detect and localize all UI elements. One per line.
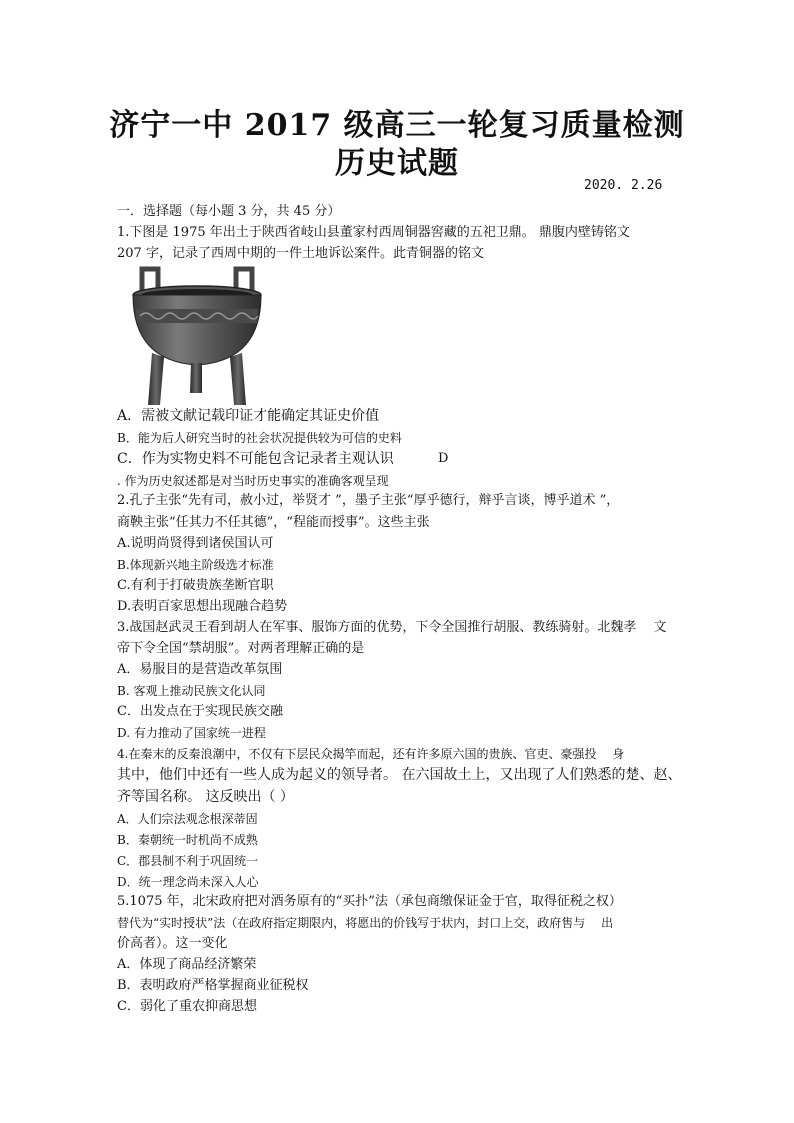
q2-option-a: A.说明尚贤得到诸侯国认可 — [117, 536, 274, 551]
q3-option-d: D. 有力推动了国家统一进程 — [117, 726, 266, 740]
q3-option-b: B. 客观上推动民族文化认同 — [117, 684, 266, 698]
q4-option-a: A．人们宗法观念根深蒂固 — [117, 812, 258, 826]
q2-stem-line1: 2.孔子主张“先有司，赦小过，举贤才 ”，墨子主张“厚乎德行，辩乎言谈，博乎道术 ”， — [117, 493, 620, 508]
q1-answer-mark: D — [438, 451, 449, 466]
q5-option-c: C．弱化了重农抑商思想 — [117, 999, 257, 1014]
q3-stem-line1: 3.战国赵武灵王看到胡人在军事、服饰方面的优势，下令全国推行胡服、教练骑射。北魏孝 文 — [117, 620, 667, 635]
q3-stem-line2: 帝下令全国“禁胡服”。对两者理解正确的是 — [117, 641, 365, 656]
q1-stem-line2: 207 字，记录了西周中期的一件土地诉讼案件。此青铜器的铭文 — [117, 246, 484, 261]
q4-stem-line2: 其中，他们中还有一些人成为起义的领导者。 在六国故土上，又出现了人们熟悉的楚、赵、 — [117, 767, 682, 783]
q3-option-a: A．易服目的是营造改革氛围 — [117, 662, 283, 677]
q4-option-c: C．郡县制不利于巩固统一 — [117, 854, 259, 868]
q1-option-c: C．作为实物史料不可能包含记录者主观认识 — [117, 451, 394, 467]
q4-option-d: D．统一理念尚未深入人心 — [117, 875, 259, 889]
q4-option-b: B．秦朝统一时机尚不成熟 — [117, 833, 258, 847]
q2-option-c: C.有利于打破贵族垄断官职 — [117, 578, 274, 593]
q1-option-d: . 作为历史叙述都是对当时历史事实的准确客观呈现 — [117, 474, 389, 488]
q4-stem-line1: 4.在秦末的反秦浪潮中，不仅有下层民众揭竿而起，还有许多原六国的贵族、官吏、豪强投 身 — [117, 747, 625, 761]
section-heading: 一．选择题（每小题 3 分，共 45 分） — [117, 204, 341, 219]
q5-stem-line3: 价高者）。这一变化 — [117, 936, 228, 951]
q4-stem-line3: 齐等国名称。 这反映出（ ） — [117, 789, 294, 805]
exam-date: 2020. 2.26 — [584, 178, 663, 193]
q1-option-a: A．需被文献记载印证才能确定其证史价值 — [117, 408, 380, 424]
q5-option-b: B．表明政府严格掌握商业征税权 — [117, 978, 309, 993]
q1-option-b: B．能为后人研究当时的社会状况提供较为可信的史料 — [117, 431, 402, 445]
bronze-ding-image — [128, 265, 266, 407]
q5-option-a: A．体现了商品经济繁荣 — [117, 957, 257, 972]
q2-option-d: D.表明百家思想出现融合趋势 — [117, 599, 288, 614]
q2-stem-line2: 商鞅主张“任其力不任其德”，“程能而授事”。这些主张 — [117, 515, 430, 530]
exam-title: 济宁一中 2017 级高三一轮复习质量检测 — [109, 108, 685, 143]
q5-stem-line2: 替代为“实时授状”法（在政府指定期限内，将愿出的价钱写于状内，封口上交，政府售与 出 — [117, 916, 614, 930]
exam-subtitle: 历史试题 — [335, 146, 459, 181]
q3-option-c: C．出发点在于实现民族交融 — [117, 704, 283, 719]
q5-stem-line1: 5.1075 年，北宋政府把对酒务原有的“买扑”法（承包商缴保证金于官，取得征税之权） — [117, 894, 622, 909]
q1-stem-line1: 1.下图是 1975 年出土于陕西省岐山县董家村西周铜器窖藏的五祀卫鼎。 鼎腹内壁铸铭文 — [117, 225, 630, 240]
q2-option-b: B.体现新兴地主阶级选才标准 — [117, 558, 274, 572]
